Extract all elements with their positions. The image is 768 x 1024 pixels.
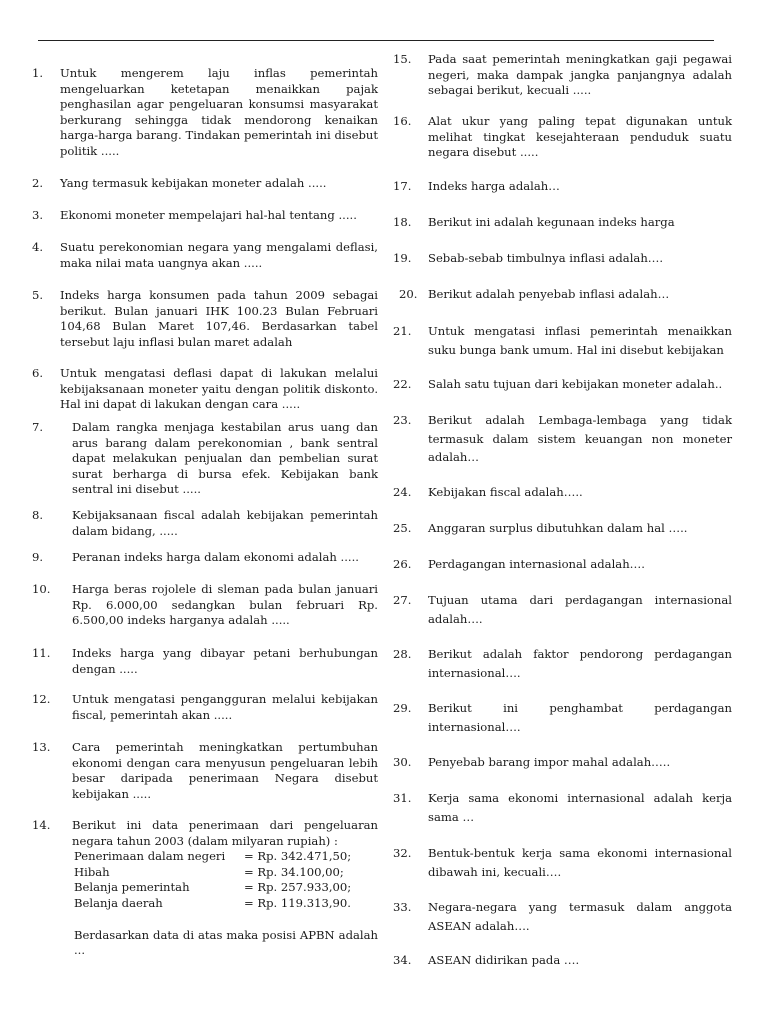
question-number: 22. (393, 377, 412, 391)
question-number: 13. (32, 740, 51, 754)
question-number: 34. (393, 953, 412, 967)
question-text: ASEAN didirikan pada …. (428, 953, 580, 967)
question-4 (32, 240, 378, 271)
question-text: Alat ukur yang paling tepat digunakan untuk melihat tingkat kesejahteraan penduduk suatu negara disebut ..... (428, 114, 732, 160)
apbn-closing-text: Berdasarkan data di atas maka posisi APBN adalah ... (74, 927, 378, 958)
apbn-value: = Rp. 34.100,00; (244, 864, 344, 879)
question-text: Kebijaksanaan fiscal adalah kebijakan pemerintah dalam bidang, ..... (72, 508, 378, 538)
question-17 (390, 179, 732, 195)
question-number: 8. (32, 508, 44, 522)
question-text: Berikut ini data penerimaan dari pengeluaran negara tahun 2003 (dalam milyaran rupiah) : (72, 818, 378, 848)
question-number: 28. (393, 647, 412, 661)
question-text: Berikut ini adalah kegunaan indeks harga (428, 215, 675, 229)
apbn-row (74, 896, 378, 912)
question-9 (32, 550, 378, 566)
apbn-value: = Rp. 342.471,50; (244, 849, 352, 864)
apbn-value: = Rp. 257.933,00; (244, 880, 352, 895)
question-number: 15. (393, 52, 412, 66)
question-28 (390, 645, 732, 682)
question-number: 20. (399, 287, 418, 301)
question-number: 16. (393, 114, 412, 128)
question-text: Sebab-sebab timbulnya inflasi adalah…. (428, 251, 664, 265)
question-text: Untuk mengatasi pengangguran melalui kebijakan fiscal, pemerintah akan ..... (72, 692, 378, 722)
question-text: Kebijakan fiscal adalah….. (428, 485, 583, 499)
apbn-data-table (74, 849, 378, 911)
question-3 (32, 208, 378, 224)
question-number: 24. (393, 485, 412, 499)
question-number: 26. (393, 557, 412, 571)
question-number: 5. (32, 288, 44, 302)
apbn-label: Hibah (74, 864, 110, 879)
question-number: 3. (32, 208, 44, 222)
question-27 (390, 591, 732, 628)
question-text: Negara-negara yang termasuk dalam anggota ASEAN adalah…. (428, 900, 732, 933)
question-number: 12. (32, 692, 51, 706)
question-21 (390, 322, 732, 359)
question-text: Indeks harga konsumen pada tahun 2009 sebagai berikut. Bulan januari IHK 100.23 Bulan Februari 104,68 Bulan Maret 107,46. Berdasarkan tabel tersebut laju inflasi bulan maret adalah (60, 288, 378, 349)
question-number: 1. (32, 66, 44, 80)
question-number: 23. (393, 413, 412, 427)
question-text: Penyebab barang impor mahal adalah….. (428, 755, 671, 769)
question-26 (390, 557, 732, 573)
question-number: 32. (393, 846, 412, 860)
apbn-label: Belanja pemerintah (74, 880, 190, 895)
question-34 (390, 953, 732, 969)
question-text: Bentuk-bentuk kerja sama ekonomi internasional dibawah ini, kecuali…. (428, 846, 732, 879)
question-text: Berikut adalah penyebab inflasi adalah… (428, 287, 670, 301)
question-number: 19. (393, 251, 412, 265)
question-text: Indeks harga adalah… (428, 179, 560, 193)
apbn-row (74, 880, 378, 896)
question-number: 6. (32, 366, 44, 380)
question-6 (32, 366, 378, 413)
question-number: 33. (393, 900, 412, 914)
question-number: 2. (32, 176, 44, 190)
apbn-row (74, 849, 378, 865)
question-text: Berikut adalah faktor pendorong perdagangan internasional…. (428, 647, 732, 680)
question-text: Pada saat pemerintah meningkatkan gaji pegawai negeri, maka dampak jangka panjangnya adalah sebagai berikut, kecuali ..... (428, 52, 732, 98)
question-number: 14. (32, 818, 51, 832)
apbn-value: = Rp. 119.313,90. (244, 895, 351, 910)
question-15 (390, 52, 732, 99)
question-text: Berikut ini penghambat perdagangan internasional…. (428, 701, 732, 734)
question-text: Kerja sama ekonomi internasional adalah kerja sama … (428, 791, 732, 824)
question-32 (390, 844, 732, 881)
question-number: 27. (393, 593, 412, 607)
question-22 (390, 377, 732, 393)
question-text: Untuk mengatasi deflasi dapat di lakukan melalui kebijaksanaan moneter yaitu dengan politik diskonto. Hal ini dapat di lakukan dengan cara ..... (60, 366, 378, 412)
question-number: 10. (32, 582, 51, 596)
question-29 (390, 699, 732, 736)
question-23 (390, 411, 732, 467)
question-number: 31. (393, 791, 412, 805)
question-text: Dalam rangka menjaga kestabilan arus uang dan arus barang dalam perekonomian , bank sentral dapat melakukan penjualan dan pembelian surat surat berharga di bursa efek. Kebijakan bank sentral ini disebut ..... (72, 420, 378, 497)
apbn-label: Belanja daerah (74, 895, 163, 910)
question-20 (390, 287, 732, 303)
question-number: 18. (393, 215, 412, 229)
question-number: 29. (393, 701, 412, 715)
question-text: Peranan indeks harga dalam ekonomi adalah ..... (72, 550, 359, 564)
question-number: 11. (32, 646, 51, 660)
question-number: 21. (393, 324, 412, 338)
question-number: 9. (32, 550, 44, 564)
question-18 (390, 215, 732, 231)
question-31 (390, 789, 732, 826)
top-rule (38, 40, 714, 41)
question-2 (32, 176, 378, 192)
question-text: Indeks harga yang dibayar petani berhubungan dengan ..... (72, 646, 378, 676)
question-number: 4. (32, 240, 44, 254)
question-11 (32, 646, 378, 677)
question-number: 7. (32, 420, 44, 434)
question-12 (32, 692, 378, 723)
apbn-row (74, 865, 378, 881)
question-text: Harga beras rojolele di sleman pada bulan januari Rp. 6.000,00 sedangkan bulan februari Rp. 6.500,00 indeks harganya adalah ..... (72, 582, 378, 628)
question-text: Suatu perekonomian negara yang mengalami deflasi, maka nilai mata uangnya akan ..... (60, 240, 378, 270)
question-33 (390, 898, 732, 935)
question-text: Berikut adalah Lembaga-lembaga yang tidak termasuk dalam sistem keuangan non moneter adalah… (428, 413, 732, 465)
question-text: Anggaran surplus dibutuhkan dalam hal ….. (428, 521, 688, 535)
question-16 (390, 114, 732, 161)
question-number: 17. (393, 179, 412, 193)
question-10 (32, 582, 378, 629)
question-text: Untuk mengerem laju inflas pemerintah mengeluarkan ketetapan menaikkan pajak penghasilan agar pengeluaran konsumsi masyarakat berkurang sehingga tidak mendorong kenaikan harga-harga barang. Tindakan pemerintah ini disebut politik ..... (60, 66, 378, 158)
question-19 (390, 251, 732, 267)
question-13 (32, 740, 378, 802)
question-number: 25. (393, 521, 412, 535)
question-text: Perdagangan internasional adalah…. (428, 557, 645, 571)
question-14 (32, 818, 378, 959)
question-number: 30. (393, 755, 412, 769)
question-text: Ekonomi moneter mempelajari hal-hal tentang ..... (60, 208, 357, 222)
question-8 (32, 508, 378, 539)
question-5 (32, 288, 378, 350)
question-text: Cara pemerintah meningkatkan pertumbuhan ekonomi dengan cara menyusun pengeluaran lebih besar daripada penerimaan Negara disebut kebijakan ..... (72, 740, 378, 801)
question-1 (32, 66, 378, 160)
question-text: Salah satu tujuan dari kebijakan moneter adalah.. (428, 377, 723, 391)
question-text: Tujuan utama dari perdagangan internasional adalah…. (428, 593, 732, 626)
question-25 (390, 521, 732, 537)
question-7 (32, 420, 378, 498)
question-24 (390, 485, 732, 501)
question-text: Untuk mengatasi inflasi pemerintah menaikkan suku bunga bank umum. Hal ini disebut kebijakan (428, 324, 732, 357)
apbn-label: Penerimaan dalam negeri (74, 849, 226, 864)
question-text: Yang termasuk kebijakan moneter adalah ..... (60, 176, 327, 190)
question-30 (390, 755, 732, 771)
